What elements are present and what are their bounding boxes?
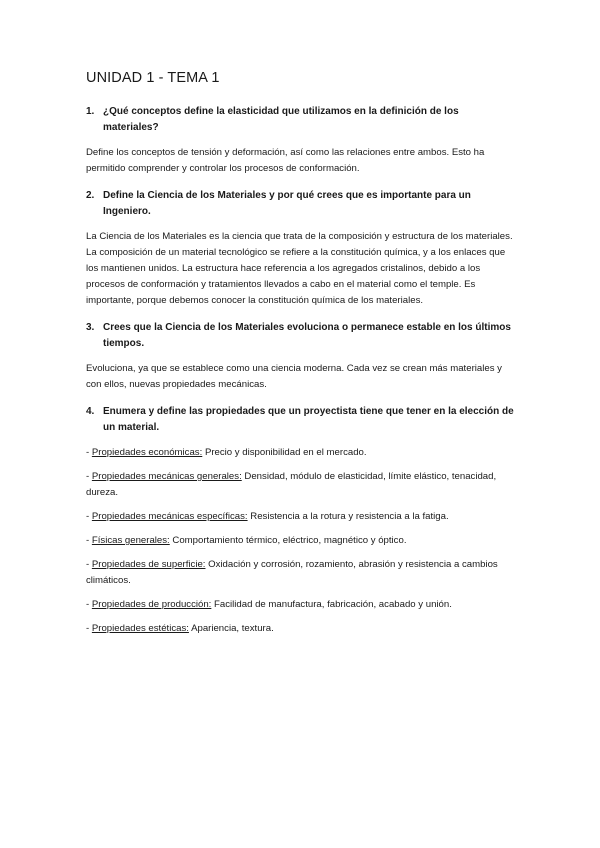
question-3 (86, 320, 514, 352)
document-page (86, 70, 514, 645)
property-text: Oxidación y corrosión, rozamiento, abrasión y resistencia a cambios climáticos. (86, 559, 498, 586)
property-label: Propiedades mecánicas generales: (91, 471, 242, 482)
question-number: 3. (86, 322, 95, 333)
property-text: Densidad, módulo de elasticidad, límite elástico, tenacidad, dureza. (86, 471, 497, 498)
property-text: Resistencia a la rotura y resistencia a la fatiga. (250, 511, 449, 522)
property-text: Comportamiento térmico, eléctrico, magnético y óptico. (172, 535, 407, 546)
question-number: 4. (86, 406, 95, 417)
property-item: - Propiedades de superficie: Oxidación y corrosión, rozamiento, abrasión y resistencia a cambios climáticos. (86, 559, 498, 586)
question-1 (86, 104, 514, 136)
question-2 (86, 188, 514, 220)
property-item: - Propiedades mecánicas específicas: Resistencia a la rotura y resistencia a la fatiga. (86, 511, 449, 522)
question-4 (86, 404, 514, 436)
question-text: ¿Qué conceptos define la elasticidad que utilizamos en la definición de los materiales? (103, 106, 459, 133)
property-label: Propiedades de producción: (91, 599, 212, 610)
property-text: Apariencia, textura. (191, 623, 274, 634)
property-item: - Propiedades de producción: Facilidad de manufactura, fabricación, acabado y unión. (86, 599, 452, 610)
property-text: Facilidad de manufactura, fabricación, acabado y unión. (214, 599, 452, 610)
property-label: Propiedades económicas: (91, 447, 203, 458)
property-label: Propiedades de superficie: (91, 559, 206, 570)
property-text: Precio y disponibilidad en el mercado. (204, 447, 367, 458)
question-text: Define la Ciencia de los Materiales y por qué crees que es importante para un Ingeniero. (103, 190, 471, 217)
property-item: - Propiedades mecánicas generales: Densidad, módulo de elasticidad, límite elástico, tenacidad, dureza. (86, 471, 497, 498)
property-item: - Propiedades económicas: Precio y disponibilidad en el mercado. (86, 447, 367, 458)
property-item: - Físicas generales: Comportamiento térmico, eléctrico, magnético y óptico. (86, 535, 407, 546)
document-title: UNIDAD 1 - TEMA 1 (86, 70, 220, 86)
property-label: Físicas generales: (91, 535, 170, 546)
question-text: Crees que la Ciencia de los Materiales evoluciona o permanece estable en los últimos tiempos. (103, 322, 511, 349)
answer-1: Define los conceptos de tensión y deformación, así como las relaciones entre ambos. Esto ha permitido comprender y controlar los procesos de conformación. (86, 147, 485, 174)
answer-3: Evoluciona, ya que se establece como una ciencia moderna. Cada vez se crean más materiales y con ellos, nuevas propiedades mecánicas. (86, 363, 502, 390)
question-number: 1. (86, 106, 95, 117)
property-item: - Propiedades estéticas: Apariencia, textura. (86, 623, 274, 634)
property-label: Propiedades mecánicas específicas: (91, 511, 248, 522)
property-label: Propiedades estéticas: (91, 623, 189, 634)
answer-2: La Ciencia de los Materiales es la ciencia que trata de la composición y estructura de los materiales. La composición de un material tecnológico se refiere a la constitución química, y a los enlaces que los mantienen unidos. La estructura hace referencia a los agregados cristalinos, debido a los procesos de conformación y tratamientos llevados a cabo en el material como el temple. Es importante, porque debemos conocer la constitución química de los materiales. (86, 231, 513, 306)
question-text: Enumera y define las propiedades que un proyectista tiene que tener en la elección de un material. (103, 406, 514, 433)
question-number: 2. (86, 190, 95, 201)
